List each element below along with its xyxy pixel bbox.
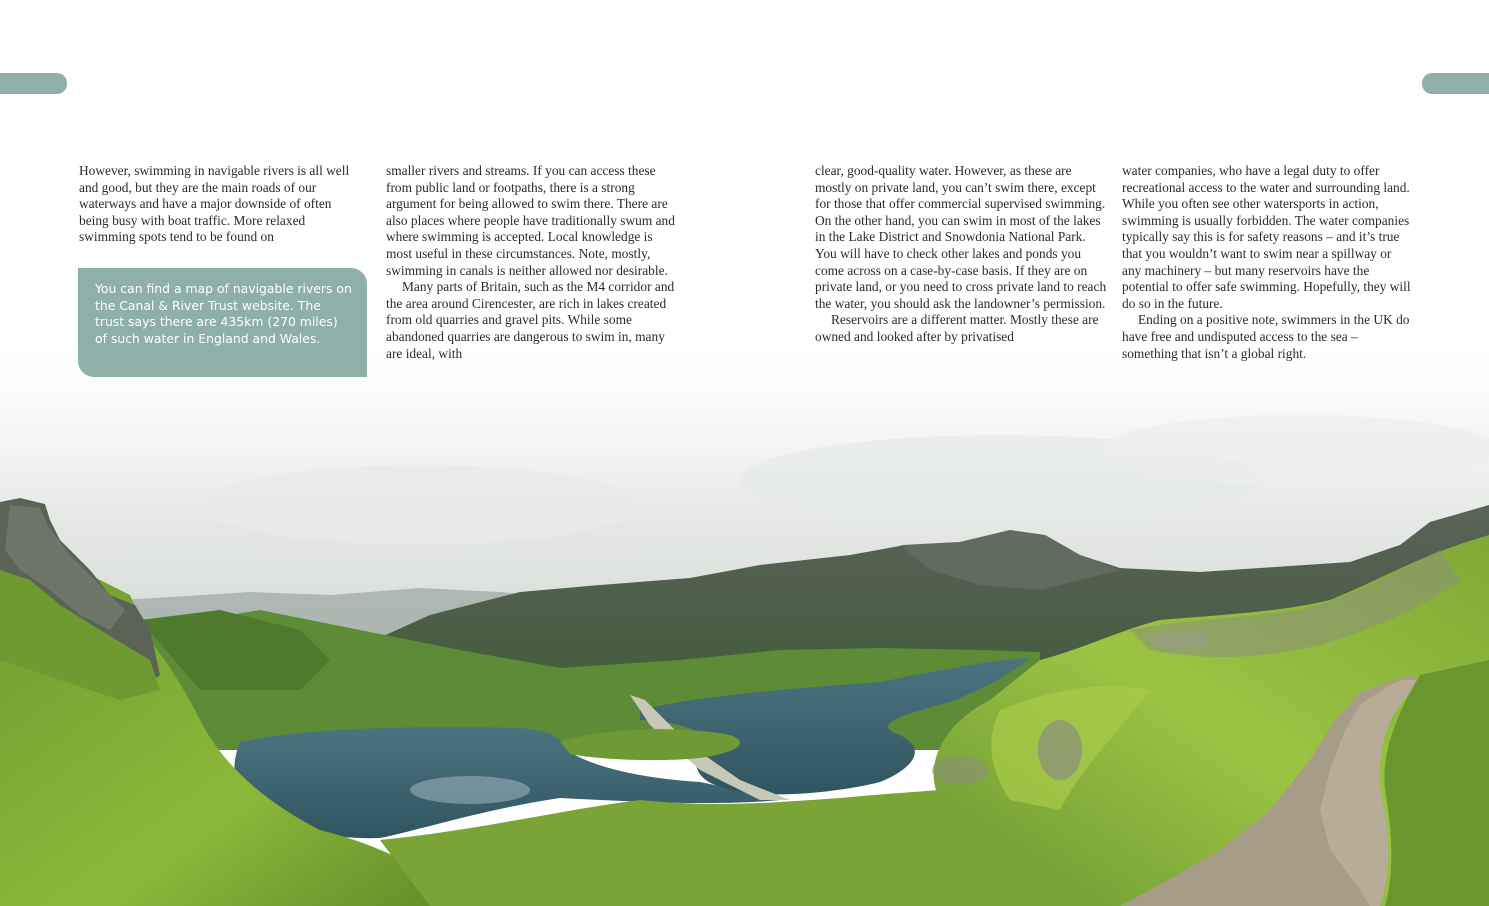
paragraph: water companies, who have a legal duty to offer recreational access to the water and surrounding land. While you often see other watersports in action, swimming is usually forbidden. The water companies typically say this is for safety reasons – and it’s true that you wouldn’t want to swim near a spillway or any machinery – but many reservoirs have the potential to offer safe swimming. Hopefully, they will do so in the future.	[1122, 163, 1411, 311]
chapter-tab-right	[1422, 73, 1489, 94]
text-column-1	[79, 163, 359, 246]
paragraph: Many parts of Britain, such as the M4 corridor and the area around Cirencester, are rich in lakes created from old quarries and gravel pits. While some abandoned quarries are dangerous to swim in, many are ideal, with	[386, 279, 675, 361]
info-callout-box	[78, 268, 367, 377]
paragraph: clear, good-quality water. However, as these are mostly on private land, you can’t swim there, except for those that offer commercial supervised swimming. On the other hand, you can swim in most of the lakes in the Lake District and Snowdonia National Park. You will have to check other lakes and ponds you come across on a case-by-case basis. If they are on private land, or you need to cross private land to reach the water, you should ask the landowner’s permission.	[815, 163, 1107, 311]
paragraph: Ending on a positive note, swimmers in the UK do have free and undisputed access to the sea – something that isn’t a global right.	[1122, 312, 1410, 361]
paragraph: smaller rivers and streams. If you can access these from public land or footpaths, there is a strong argument for being allowed to swim there. There are also places where people have traditionally swum and where swimming is accepted. Local knowledge is most useful in these circumstances. Note, mostly, swimming in canals is neither allowed nor desirable.	[386, 163, 675, 278]
text-column-4	[1122, 163, 1414, 362]
mountain-lake-landscape-icon	[0, 330, 1489, 906]
chapter-tab-left	[0, 73, 67, 94]
text-column-3	[815, 163, 1107, 346]
paragraph: Reservoirs are a different matter. Mostly these are owned and looked after by privatised	[815, 312, 1099, 344]
text-column-2	[386, 163, 678, 362]
callout-text: You can find a map of navigable rivers on the Canal & River Trust website. The trust says there are 435km (270 miles) of such water in England and Wales.	[95, 281, 352, 346]
paragraph: However, swimming in navigable rivers is all well and good, but they are the main roads of our waterways and have a major downside of often being busy with boat traffic. More relaxed swimming spots tend to be found on	[79, 163, 350, 245]
landscape-photo	[0, 330, 1489, 906]
